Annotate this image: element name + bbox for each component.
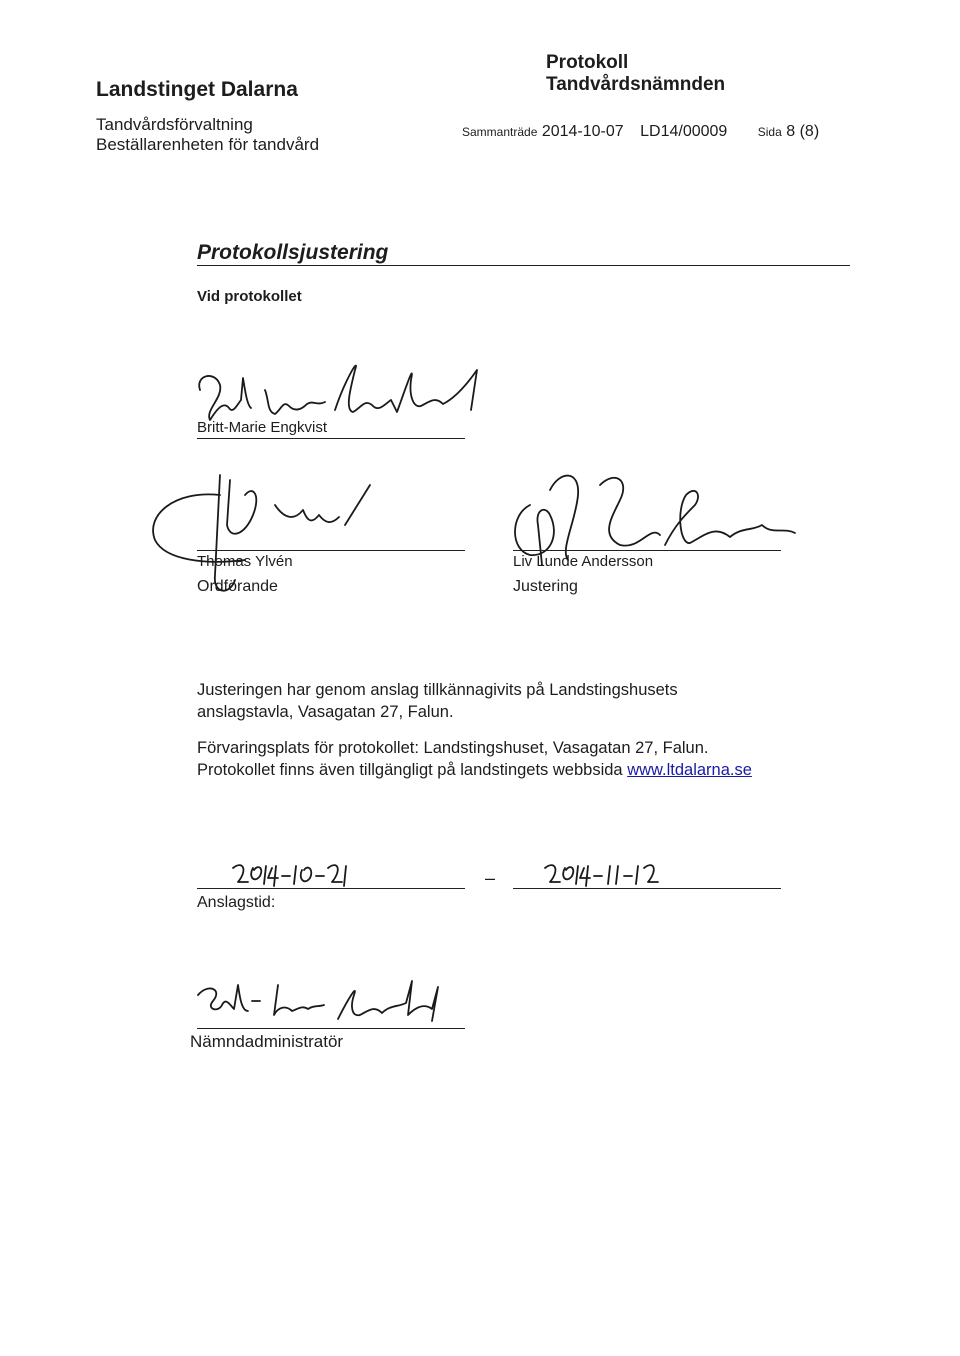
posting-date-separator: – bbox=[485, 868, 496, 888]
posting-notice-line-2: anslagstavla, Vasagatan 27, Falun. bbox=[197, 703, 454, 721]
department-line-2: Beställarenheten för tandvård bbox=[96, 135, 320, 154]
posting-date-to-line bbox=[513, 888, 781, 889]
website-notice bbox=[197, 761, 752, 780]
adjuster-name: Liv Lunde Andersson bbox=[513, 553, 654, 570]
posting-date-to-handwritten bbox=[540, 858, 670, 892]
meeting-label: Sammanträde bbox=[462, 125, 538, 139]
reference-number: LD14/00009 bbox=[640, 123, 728, 140]
page-value: 8 (8) bbox=[786, 123, 820, 140]
document-type: Protokoll bbox=[546, 52, 629, 73]
secretary-name: Britt-Marie Engkvist bbox=[197, 419, 328, 436]
page-label: Sida bbox=[757, 125, 782, 139]
chair-signature bbox=[135, 465, 465, 605]
posting-date-from-handwritten bbox=[228, 858, 358, 892]
committee-name: Tandvårdsnämnden bbox=[546, 74, 726, 95]
adjuster-sign-line bbox=[513, 550, 781, 551]
meeting-date: 2014-10-07 bbox=[541, 123, 624, 140]
storage-location: Förvaringsplats för protokollet: Landstingshuset, Vasagatan 27, Falun. bbox=[197, 739, 709, 757]
posting-period-label: Anslagstid: bbox=[197, 894, 276, 911]
posting-date-from-line bbox=[197, 888, 465, 889]
section-title: Protokollsjustering bbox=[197, 241, 389, 264]
organization-name: Landstinget Dalarna bbox=[96, 78, 298, 101]
section-subtitle: Vid protokollet bbox=[197, 288, 302, 305]
posting-notice-line-1: Justeringen har genom anslag tillkännagivits på Landstingshusets bbox=[197, 681, 678, 699]
chair-role: Ordförande bbox=[197, 578, 278, 595]
administrator-role: Nämndadministratör bbox=[190, 1032, 344, 1051]
section-rule bbox=[197, 265, 850, 266]
secretary-sign-line bbox=[197, 438, 465, 439]
website-notice-text: Protokollet finns även tillgängligt på landstingets webbsida bbox=[197, 761, 628, 779]
meeting-meta bbox=[462, 123, 819, 141]
website-link[interactable]: www.ltdalarna.se bbox=[627, 761, 752, 779]
administrator-signature bbox=[188, 975, 478, 1035]
administrator-sign-line bbox=[197, 1028, 465, 1029]
chair-sign-line bbox=[197, 550, 465, 551]
adjuster-role: Justering bbox=[513, 578, 578, 595]
department-line-1: Tandvårdsförvaltning bbox=[96, 115, 253, 134]
chair-name: Thomas Ylvén bbox=[197, 553, 293, 570]
